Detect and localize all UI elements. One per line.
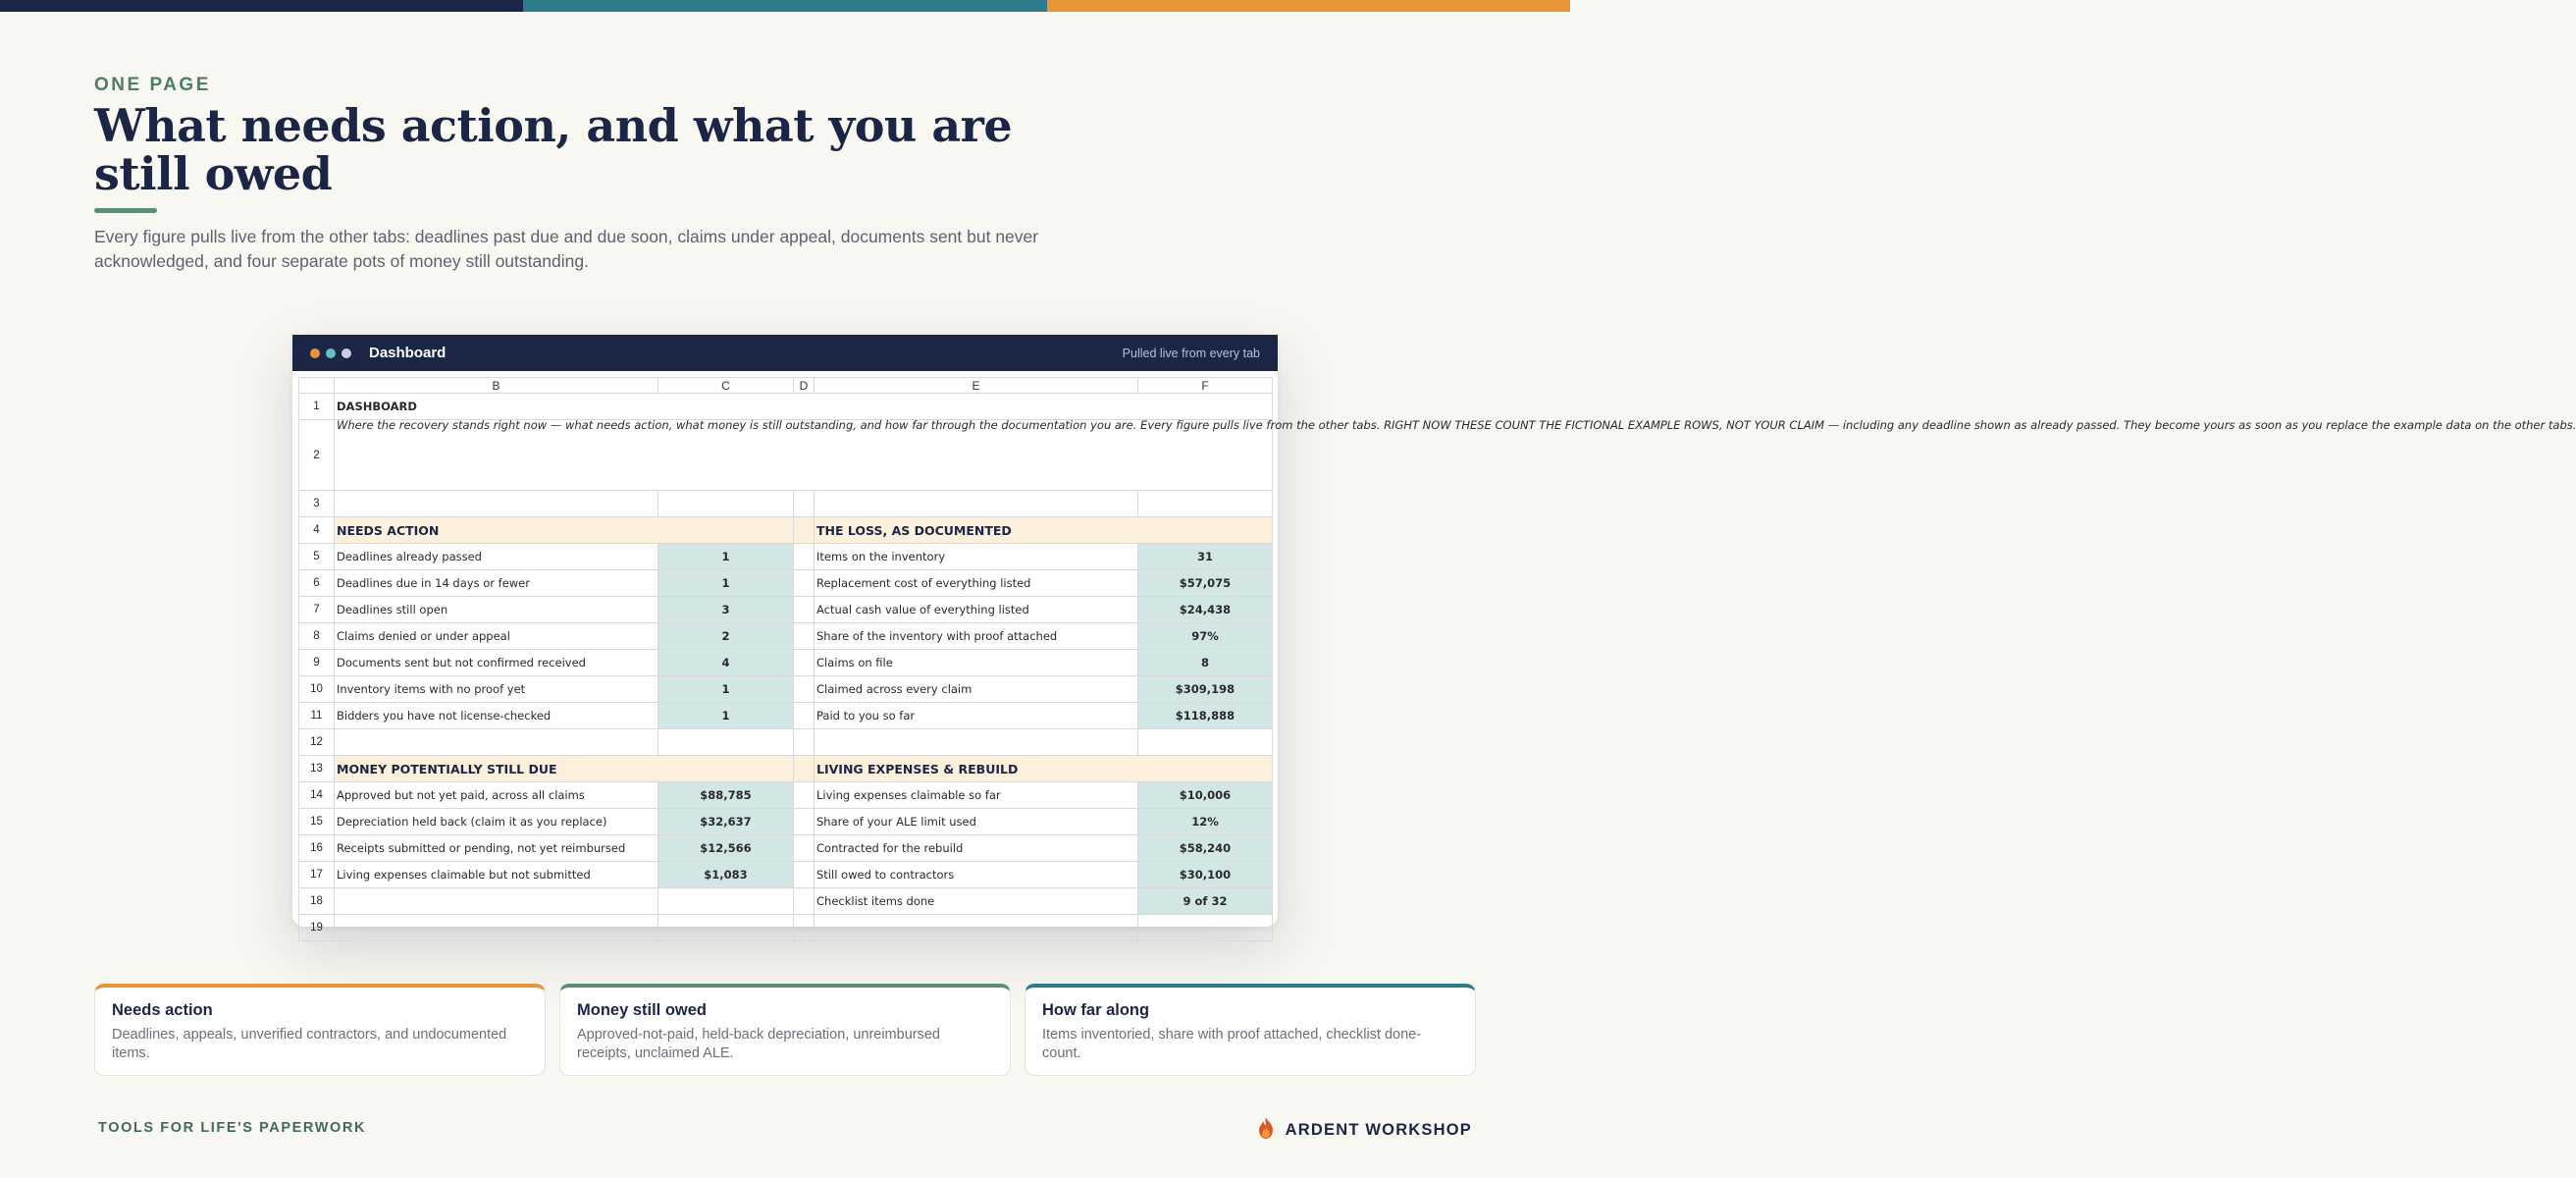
sheet-row: [299, 676, 1273, 703]
row-number[interactable]: 1: [299, 394, 335, 420]
row-number[interactable]: 5: [299, 544, 335, 570]
window-titlebar: [292, 335, 1278, 371]
spacer-cell[interactable]: [794, 597, 815, 623]
metric-value[interactable]: 9 of 32: [1138, 888, 1273, 915]
empty-cell[interactable]: [815, 729, 1138, 756]
spacer-cell[interactable]: [794, 570, 815, 597]
metric-value[interactable]: $58,240: [1138, 835, 1273, 862]
metric-label[interactable]: Receipts submitted or pending, not yet reimbursed: [335, 835, 658, 862]
window-dot-gray: [342, 348, 351, 358]
row-number[interactable]: 8: [299, 623, 335, 650]
metric-label[interactable]: Contracted for the rebuild: [815, 835, 1138, 862]
metric-value[interactable]: 2: [658, 623, 794, 650]
spacer-cell[interactable]: [794, 862, 815, 888]
metric-value[interactable]: 1: [658, 544, 794, 570]
section-money-due[interactable]: MONEY POTENTIALLY STILL DUE: [335, 756, 794, 782]
spacer-cell[interactable]: [794, 676, 815, 703]
metric-value[interactable]: 1: [658, 703, 794, 729]
empty-cell[interactable]: [658, 915, 794, 941]
sheet-row: [299, 729, 1273, 756]
metric-value[interactable]: $57,075: [1138, 570, 1273, 597]
sheet-row: [299, 394, 1273, 420]
accent-segment-teal: [523, 0, 1046, 12]
metric-label[interactable]: Inventory items with no proof yet: [335, 676, 658, 703]
flame-icon: [1256, 1116, 1276, 1145]
metric-label[interactable]: Bidders you have not license-checked: [335, 703, 658, 729]
column-header[interactable]: F: [1138, 378, 1273, 394]
accent-segment-orange: [1047, 0, 1570, 12]
summary-cards: [94, 984, 1476, 1076]
metric-label[interactable]: Claims on file: [815, 650, 1138, 676]
row-number[interactable]: 3: [299, 491, 335, 517]
accent-segment-navy: [0, 0, 523, 12]
row-number[interactable]: 12: [299, 729, 335, 756]
sheet-row: [299, 915, 1273, 941]
empty-cell[interactable]: [335, 915, 658, 941]
empty-cell[interactable]: [815, 491, 1138, 517]
metric-value[interactable]: $1,083: [658, 862, 794, 888]
sheet-row: [299, 544, 1273, 570]
column-header[interactable]: E: [815, 378, 1138, 394]
metric-value[interactable]: 1: [658, 570, 794, 597]
row-number[interactable]: 11: [299, 703, 335, 729]
page-title: What needs action, and what you are still owed: [94, 99, 1013, 200]
metric-label[interactable]: Living expenses claimable so far: [815, 782, 1138, 809]
spacer-cell[interactable]: [794, 544, 815, 570]
spacer-cell[interactable]: [794, 888, 815, 915]
spacer-cell[interactable]: [794, 703, 815, 729]
metric-label[interactable]: Depreciation held back (claim it as you replace): [335, 809, 658, 835]
metric-value[interactable]: $309,198: [1138, 676, 1273, 703]
empty-cell[interactable]: [335, 491, 658, 517]
metric-value[interactable]: $30,100: [1138, 862, 1273, 888]
metric-value[interactable]: 3: [658, 597, 794, 623]
metric-label[interactable]: Still owed to contractors: [815, 862, 1138, 888]
sheet-row: [299, 703, 1273, 729]
empty-cell[interactable]: [794, 915, 815, 941]
top-accent-bar: [0, 0, 1570, 12]
metric-label[interactable]: Share of your ALE limit used: [815, 809, 1138, 835]
metric-label[interactable]: Claimed across every claim: [815, 676, 1138, 703]
empty-cell[interactable]: [1138, 915, 1273, 941]
row-number[interactable]: 2: [299, 420, 335, 491]
empty-cell[interactable]: [794, 729, 815, 756]
row-number[interactable]: 9: [299, 650, 335, 676]
sheet-row: [299, 623, 1273, 650]
row-number[interactable]: 7: [299, 597, 335, 623]
metric-label[interactable]: Deadlines due in 14 days or fewer: [335, 570, 658, 597]
column-header[interactable]: B: [335, 378, 658, 394]
metric-label[interactable]: Deadlines still open: [335, 597, 658, 623]
page-lede: Every figure pulls live from the other tabs: deadlines past due and due soon, claims under appeal, documents sent but never acknowledged, and four separate pots of money still outstanding.: [94, 227, 1039, 271]
metric-label[interactable]: Share of the inventory with proof attached: [815, 623, 1138, 650]
metric-value[interactable]: 12%: [1138, 809, 1273, 835]
section-loss[interactable]: THE LOSS, AS DOCUMENTED: [815, 517, 1273, 544]
metric-label[interactable]: Documents sent but not confirmed received: [335, 650, 658, 676]
sheet-row: [299, 650, 1273, 676]
metric-value[interactable]: 8: [1138, 650, 1273, 676]
spacer-cell[interactable]: [794, 809, 815, 835]
empty-cell[interactable]: [658, 491, 794, 517]
metric-label[interactable]: Living expenses claimable but not submitted: [335, 862, 658, 888]
empty-cell[interactable]: [335, 888, 658, 915]
card-how-far-along: [1025, 984, 1476, 1076]
column-header-row: [299, 378, 1273, 394]
row-number[interactable]: 16: [299, 835, 335, 862]
sheet-row: [299, 756, 1273, 782]
metric-label[interactable]: Items on the inventory: [815, 544, 1138, 570]
card-text: Approved-not-paid, held-back depreciation, unreimbursed receipts, unclaimed ALE.: [577, 1027, 940, 1061]
metric-label[interactable]: Replacement cost of everything listed: [815, 570, 1138, 597]
sheet-row: [299, 517, 1273, 544]
sheet-row: [299, 809, 1273, 835]
row-number[interactable]: 6: [299, 570, 335, 597]
spacer-cell[interactable]: [794, 756, 815, 782]
metric-label[interactable]: Actual cash value of everything listed: [815, 597, 1138, 623]
empty-cell[interactable]: [335, 729, 658, 756]
metric-label[interactable]: Paid to you so far: [815, 703, 1138, 729]
sheet-row: [299, 420, 1273, 491]
metric-value[interactable]: $24,438: [1138, 597, 1273, 623]
metric-label[interactable]: Approved but not yet paid, across all claims: [335, 782, 658, 809]
row-number[interactable]: 13: [299, 756, 335, 782]
metric-value[interactable]: 1: [658, 676, 794, 703]
card-text: Deadlines, appeals, unverified contractors, and undocumented items.: [112, 1027, 507, 1061]
card-text: Items inventoried, share with proof attached, checklist done-count.: [1042, 1027, 1422, 1061]
spacer-cell[interactable]: [794, 782, 815, 809]
empty-cell[interactable]: [794, 491, 815, 517]
card-title: Money still owed: [577, 1001, 708, 1019]
column-header[interactable]: C: [658, 378, 794, 394]
metric-value[interactable]: 4: [658, 650, 794, 676]
metric-value[interactable]: $32,637: [658, 809, 794, 835]
empty-cell[interactable]: [658, 729, 794, 756]
card-title: How far along: [1042, 1001, 1150, 1019]
window-dot-teal: [326, 348, 336, 358]
eyebrow: ONE PAGE: [94, 75, 211, 95]
card-needs-action: [94, 984, 546, 1076]
footer-brand: ARDENT WORKSHOP: [1285, 1121, 1472, 1139]
card-title: Needs action: [112, 1001, 213, 1019]
metric-value[interactable]: $88,785: [658, 782, 794, 809]
metric-value[interactable]: 97%: [1138, 623, 1273, 650]
row-number[interactable]: 14: [299, 782, 335, 809]
metric-value[interactable]: 31: [1138, 544, 1273, 570]
row-number[interactable]: 19: [299, 915, 335, 941]
section-needs-action[interactable]: NEEDS ACTION: [335, 517, 794, 544]
sheet-row: [299, 782, 1273, 809]
window-dot-orange: [310, 348, 320, 358]
sheet-row: [299, 491, 1273, 517]
window-title: Dashboard: [369, 345, 447, 361]
empty-cell[interactable]: [1138, 729, 1273, 756]
dashboard-description[interactable]: Where the recovery stands right now — what needs action, what money is still outstanding, and how far through the documentation you are. Every figure pulls live from the other tabs. RIGHT NOW THESE COUNT THE FICTIONAL EXAMPLE ROWS, NOT YOUR CLAIM — including any deadline shown as already passed. They become yours as soon as you replace the example data on the other tabs.: [335, 420, 1273, 491]
title-underline: [94, 208, 157, 213]
sheet-row: [299, 888, 1273, 915]
card-money-still-owed: [559, 984, 1011, 1076]
corner-cell[interactable]: [299, 378, 335, 394]
empty-cell[interactable]: [815, 915, 1138, 941]
metric-label[interactable]: Claims denied or under appeal: [335, 623, 658, 650]
sheet-row: [299, 862, 1273, 888]
window-subtitle: Pulled live from every tab: [1122, 346, 1260, 360]
spacer-cell[interactable]: [794, 835, 815, 862]
column-header[interactable]: D: [794, 378, 815, 394]
row-number[interactable]: 4: [299, 517, 335, 544]
dashboard-title[interactable]: DASHBOARD: [335, 394, 1273, 420]
metric-value[interactable]: $12,566: [658, 835, 794, 862]
empty-cell[interactable]: [658, 888, 794, 915]
sheet-row: [299, 835, 1273, 862]
sheet-row: [299, 597, 1273, 623]
spacer-cell[interactable]: [794, 517, 815, 544]
section-living-rebuild[interactable]: LIVING EXPENSES & REBUILD: [815, 756, 1273, 782]
metric-value[interactable]: $10,006: [1138, 782, 1273, 809]
dashboard-window: [292, 335, 2576, 934]
metric-label[interactable]: Checklist items done: [815, 888, 1138, 915]
row-number[interactable]: 15: [299, 809, 335, 835]
metric-label[interactable]: Deadlines already passed: [335, 544, 658, 570]
spacer-cell[interactable]: [794, 623, 815, 650]
empty-cell[interactable]: [1138, 491, 1273, 517]
footer-tagline: TOOLS FOR LIFE'S PAPERWORK: [98, 1120, 367, 1136]
spacer-cell[interactable]: [794, 650, 815, 676]
footer-brand-block: [1256, 1116, 1472, 1145]
spreadsheet: [298, 377, 2576, 941]
row-number[interactable]: 10: [299, 676, 335, 703]
row-number[interactable]: 17: [299, 862, 335, 888]
metric-value[interactable]: $118,888: [1138, 703, 1273, 729]
row-number[interactable]: 18: [299, 888, 335, 915]
sheet-row: [299, 570, 1273, 597]
